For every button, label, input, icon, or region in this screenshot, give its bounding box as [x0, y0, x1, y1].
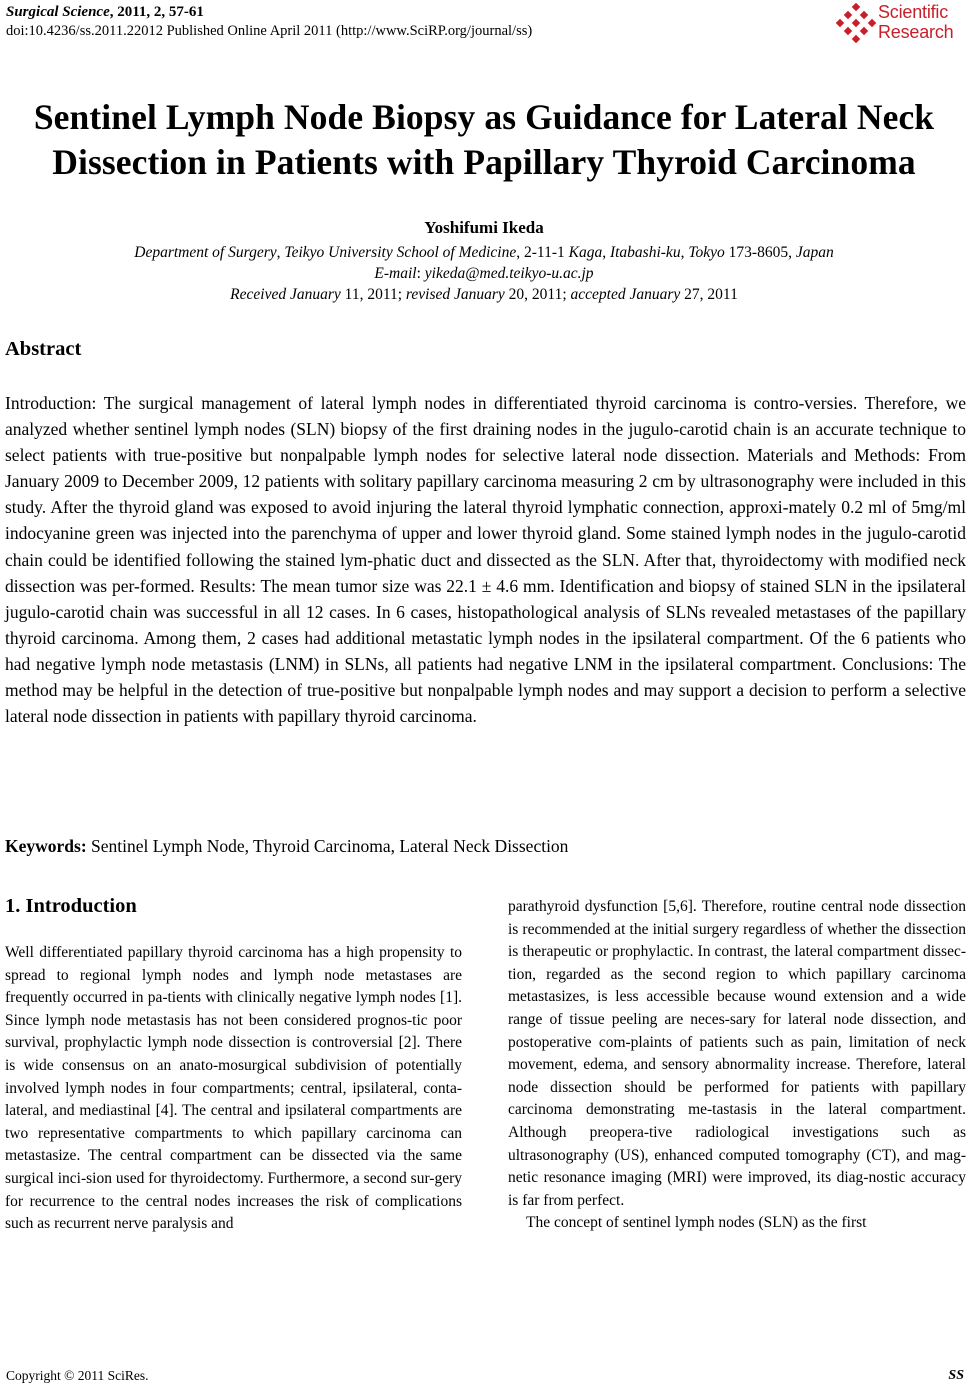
author-name: Yoshifumi Ikeda: [424, 218, 544, 237]
journal-name: Surgical Science: [6, 4, 110, 20]
intro-paragraph-2: The concept of sentinel lymph nodes (SLN) as the first: [526, 1214, 867, 1232]
keywords-text: Sentinel Lymph Node, Thyroid Carcinoma, Lateral Neck Dissection: [91, 836, 569, 856]
affil-street: 2-11-1: [524, 244, 565, 261]
affil-kaga: Kaga: [568, 244, 603, 261]
affil-itabashi: Itabashi-ku: [609, 244, 681, 261]
affil-dept: Department of Surgery: [134, 244, 277, 261]
abstract-text: Introduction: The surgical management of lateral lymph nodes in differentiated thyroid carcinoma is contro-versies. Therefore, we analyzed whether sentinel lymph nodes (SLN) biopsy of the first draining nodes in the jugulo-carotid chain is an accurate technique to select patients with true-positive but nonpalpable lymph nodes for selective lateral node dissection. Materials and Methods: From January 2009 to December 2009, 12 patients with solitary papillary carcinoma measuring 2 cm by ultrasonography were included in this study. After the thyroid gland was exposed to avoid injuring the lateral thyroid lymphatic connection, approxi-mately 0.2 ml of 5mg/ml indocyanine green was injected into the parenchyma of upper and lower thyroid gland. Some stained lymph nodes in the jugulo-carotid chain could be identified following the stained lym-phatic duct and dissected as the SLN. After that, thyroidectomy with modified neck dissection was per-formed. Results: The mean tumor size was 22.1 ± 4.6 mm. Identification and biopsy of stained SLN in the ipsilateral jugulo-carotid chain was successful in all 12 cases. In 6 cases, histopathological analysis of SLNs revealed metastases of the papillary thyroid carcinoma. Among them, 2 cases had additional metastatic lymph nodes in the ipsilateral compartment. Of the 6 patients who had negative lymph node metastasis (LNM) in SLNs, all patients had negative LNM in the ipsilateral compartment. Conclusions: The method may be helpful in the detection of true-positive but nonpalpable lymph nodes and may support a decision to perform a selective lateral node dissection in patients with papillary thyroid carcinoma.: [5, 393, 966, 727]
journal-citation: [6, 3, 532, 22]
journal-volume-pages: , 2011, 2, 57-61: [109, 4, 204, 20]
doi-line: doi:10.4236/ss.2011.22012 Published Online April 2011 (http://www.SciRP.org/journal/ss): [6, 23, 533, 39]
keywords-line: [5, 833, 568, 859]
email-label: E-mail: [374, 265, 417, 282]
affil-school: Teikyo University School of Medicine: [284, 244, 517, 261]
logo-line-research: Research: [878, 22, 954, 42]
abstract-heading: Abstract: [5, 338, 82, 360]
affil-japan: Japan: [795, 244, 834, 261]
received-date: 11, 2011;: [344, 286, 403, 303]
title-line-2: Dissection in Patients with Papillary Thyroid Carcinoma: [52, 142, 916, 182]
title-line-1: Sentinel Lymph Node Biopsy as Guidance for Lateral Neck: [33, 97, 935, 137]
right-column: [508, 896, 966, 1235]
section-heading-introduction: 1. Introduction: [5, 895, 137, 917]
affil-tokyo: Tokyo: [688, 244, 725, 261]
affil-postal: 173-8605: [728, 244, 789, 261]
left-column: [5, 942, 462, 1236]
affiliation-line: Department of Surgery, Teikyo University School of Medicine, 2-11-1 Kaga, Itabashi-ku, Tokyo 173-8605, Japan: [134, 244, 834, 261]
revised-label: revised January: [405, 286, 505, 303]
paper-title: [0, 95, 968, 185]
footer-copyright: Copyright © 2011 SciRes.: [6, 1368, 149, 1383]
email-line: E-mail: yikeda@med.teikyo-u.ac.jp: [374, 265, 594, 282]
intro-paragraph-1-continued: parathyroid dysfunction [5,6]. Therefore, routine central node dissection is recommended at the initial surgery regardless of whether the dissection is therapeutic or prophylactic. In contrast, the lateral compartment dissec-tion, regarded as the second region to which papillary carcinoma metastasizes, is less accessible because wound extension and a wide range of tissue peeling are neces-sary for lateral node dissection, and postoperative com-plaints of patients such as pain, limitation of neck movement, edema, and sensory abnormality increase. Therefore, lateral node dissection should be performed for patients with papillary carcinoma demonstrating me-tastasis in the lateral compartment. Although preopera-tive radiological investigations such as ultrasonography (US), enhanced computed tomography (CT), and mag-netic resonance imaging (MRI) were improved, its diag-nostic accuracy is far from perfect.: [508, 898, 966, 1209]
logo-line-scientific: Scientific: [878, 2, 949, 22]
accepted-label: accepted January: [570, 286, 681, 303]
affiliation-block: [0, 242, 968, 305]
footer-journal-abbrev: SS: [948, 1368, 964, 1383]
logo-diamond-icon: [836, 3, 876, 43]
dates-line: [0, 284, 968, 305]
email-address: yikeda@med.teikyo-u.ac.jp: [424, 265, 594, 282]
keywords-label: Keywords:: [5, 836, 87, 856]
received-label: Received January: [230, 286, 341, 303]
intro-paragraph-1: Well differentiated papillary thyroid carcinoma has a high propensity to spread to regional lymph nodes and lymph node metastases are frequently occurred in pa-tients with clinically negative lymph nodes [1]. Since lymph node metastasis has not been considered prognos-tic poor survival, prophylactic lymph node dissection is controversial [2]. There is wide consensus on an anato-mosurgical subdivision of potentially involved lymph nodes in four compartments; central, ipsilateral, conta-lateral, and mediastinal [4]. The central and ipsilateral compartments are two representative compartments to which papillary carcinoma can metastasize. The central compartment can be dissected via the same surgical inci-sion used for thyroidectomy. Furthermore, a second sur-gery for recurrence to the central nodes increases the risk of complications such as recurrent nerve paralysis and: [5, 944, 462, 1233]
accepted-date: 27, 2011: [684, 286, 738, 303]
logo-text: [878, 2, 953, 42]
publisher-logo: [836, 2, 964, 46]
running-header: [6, 3, 532, 41]
revised-date: 20, 2011;: [508, 286, 567, 303]
